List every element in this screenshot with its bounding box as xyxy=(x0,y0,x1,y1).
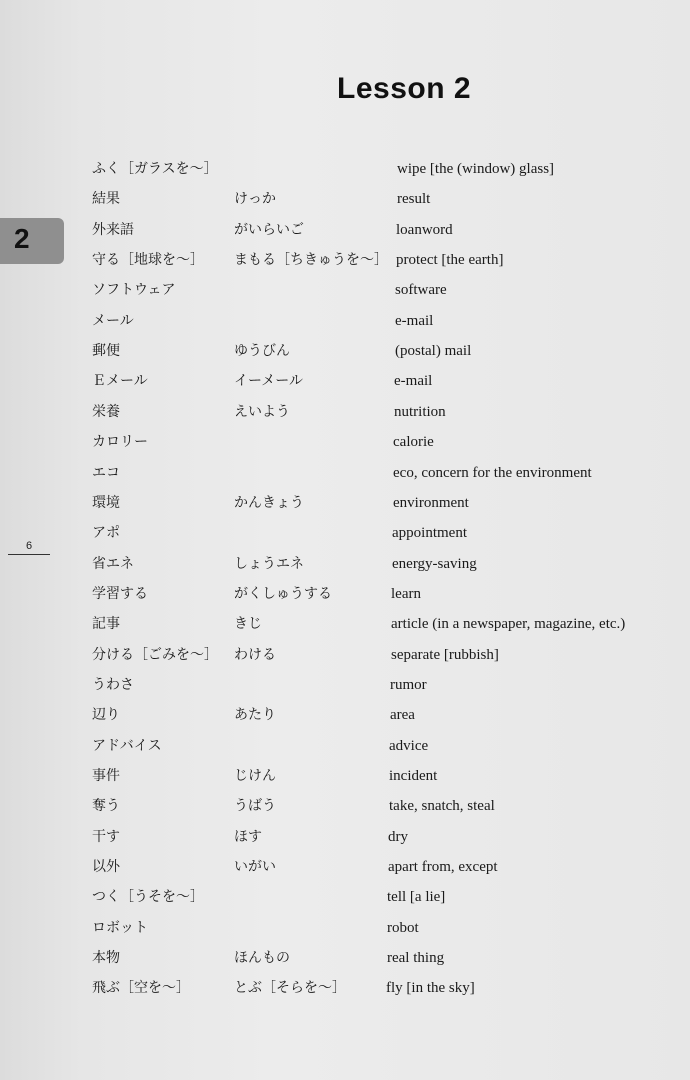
vocab-word: 記事 xyxy=(92,616,120,632)
vocab-row xyxy=(0,278,690,302)
vocab-word: うわさ xyxy=(92,677,134,693)
vocab-reading: うばう xyxy=(234,798,276,814)
vocab-meaning: fly [in the sky] xyxy=(386,980,475,996)
vocab-word: 環境 xyxy=(92,495,120,511)
vocab-reading: きじ xyxy=(234,616,262,632)
vocab-word: 省エネ xyxy=(92,556,134,572)
vocab-meaning: dry xyxy=(388,829,408,845)
vocab-meaning: apart from, except xyxy=(388,859,498,875)
vocab-word: 干す xyxy=(92,829,120,845)
vocab-row xyxy=(0,521,690,545)
vocab-row xyxy=(0,673,690,697)
vocab-row xyxy=(0,764,690,788)
vocab-meaning: software xyxy=(395,282,447,298)
vocab-word: 結果 xyxy=(92,191,120,207)
vocab-meaning: area xyxy=(390,707,415,723)
vocab-reading: がくしゅうする xyxy=(234,586,332,602)
vocab-meaning: learn xyxy=(391,586,421,602)
vocab-row xyxy=(0,643,690,667)
vocab-row xyxy=(0,976,690,1000)
vocab-reading: えいよう xyxy=(234,404,290,420)
vocab-row xyxy=(0,248,690,272)
vocab-word: ソフトウェア xyxy=(92,282,176,298)
vocab-row xyxy=(0,885,690,909)
vocab-word: 以外 xyxy=(92,859,120,875)
vocab-row xyxy=(0,187,690,211)
vocab-row xyxy=(0,946,690,970)
vocab-reading: しょうエネ xyxy=(234,556,304,572)
vocab-meaning: protect [the earth] xyxy=(396,252,504,268)
vocab-word: アポ xyxy=(92,525,120,541)
vocab-word: 分ける［ごみを～］ xyxy=(92,647,218,663)
vocab-reading: とぶ［そらを～］ xyxy=(234,980,346,996)
vocab-word: ふく［ガラスを～］ xyxy=(92,161,218,177)
vocab-row xyxy=(0,218,690,242)
vocab-word: アドバイス xyxy=(92,738,162,754)
vocab-reading: じけん xyxy=(234,768,276,784)
vocab-row xyxy=(0,400,690,424)
vocab-meaning: real thing xyxy=(387,950,445,966)
vocab-row xyxy=(0,157,690,181)
vocab-row xyxy=(0,855,690,879)
vocab-reading: イーメール xyxy=(234,373,304,389)
vocab-reading: けっか xyxy=(234,191,276,207)
vocab-word: 奪う xyxy=(92,798,120,814)
vocab-meaning: wipe [the (window) glass] xyxy=(397,161,555,177)
vocab-row xyxy=(0,339,690,363)
vocab-word: ロボット xyxy=(92,920,148,936)
vocab-meaning: article (in a newspaper, magazine, etc.) xyxy=(391,616,626,632)
vocab-reading: あたり xyxy=(234,707,276,723)
vocab-word: カロリー xyxy=(92,434,148,450)
vocab-word: エコ xyxy=(92,465,120,481)
vocab-row xyxy=(0,612,690,636)
vocab-word: 外来語 xyxy=(92,222,134,238)
vocab-word: つく［うそを～］ xyxy=(92,889,204,905)
vocab-row xyxy=(0,430,690,454)
vocab-meaning: (postal) mail xyxy=(395,343,472,359)
vocab-word: 栄養 xyxy=(92,404,120,420)
vocab-meaning: appointment xyxy=(392,525,467,541)
lesson-title: Lesson 2 xyxy=(337,72,472,105)
vocab-meaning: eco, concern for the environment xyxy=(393,465,592,481)
vocab-row xyxy=(0,916,690,940)
vocab-reading: いがい xyxy=(234,859,276,875)
vocab-meaning: result xyxy=(397,191,431,207)
vocab-word: 本物 xyxy=(92,950,120,966)
vocab-meaning: calorie xyxy=(393,434,434,450)
vocab-word: メール xyxy=(92,313,134,329)
vocab-meaning: tell [a lie] xyxy=(387,889,446,905)
vocab-word: 辺り xyxy=(92,707,120,723)
vocab-word: 守る［地球を～］ xyxy=(92,252,204,268)
vocab-reading: まもる［ちきゅうを～］ xyxy=(234,252,388,268)
vocab-meaning: loanword xyxy=(396,222,453,238)
vocab-row xyxy=(0,369,690,393)
page-number: 6 xyxy=(8,540,50,555)
vocab-row xyxy=(0,582,690,606)
vocab-meaning: advice xyxy=(389,738,429,754)
vocab-word: 学習する xyxy=(92,586,148,602)
vocab-meaning: robot xyxy=(387,920,419,936)
vocab-row xyxy=(0,552,690,576)
vocab-reading: ほんもの xyxy=(234,950,290,966)
vocab-reading: がいらいご xyxy=(234,222,304,238)
vocab-meaning: rumor xyxy=(390,677,427,693)
vocab-row xyxy=(0,703,690,727)
vocab-row xyxy=(0,309,690,333)
vocab-row xyxy=(0,461,690,485)
vocab-meaning: e-mail xyxy=(395,313,434,329)
vocab-meaning: nutrition xyxy=(394,404,446,420)
vocab-row xyxy=(0,491,690,515)
vocab-row xyxy=(0,734,690,758)
vocab-word: 飛ぶ［空を～］ xyxy=(92,980,190,996)
vocab-row xyxy=(0,825,690,849)
vocab-reading: ほす xyxy=(234,829,262,845)
vocab-meaning: e-mail xyxy=(394,373,433,389)
vocab-meaning: environment xyxy=(393,495,469,511)
vocab-meaning: separate [rubbish] xyxy=(391,647,499,663)
vocab-meaning: take, snatch, steal xyxy=(389,798,495,814)
vocab-reading: かんきょう xyxy=(234,495,304,511)
vocab-word: 事件 xyxy=(92,768,120,784)
vocab-word: 郵便 xyxy=(92,343,120,359)
vocab-reading: ゆうびん xyxy=(234,343,290,359)
vocab-row xyxy=(0,794,690,818)
vocab-meaning: energy-saving xyxy=(392,556,477,572)
vocab-reading: わける xyxy=(234,647,276,663)
vocab-word: Ｅメール xyxy=(92,373,148,389)
vocab-meaning: incident xyxy=(389,768,438,784)
chapter-tab-number: 2 xyxy=(14,223,30,254)
